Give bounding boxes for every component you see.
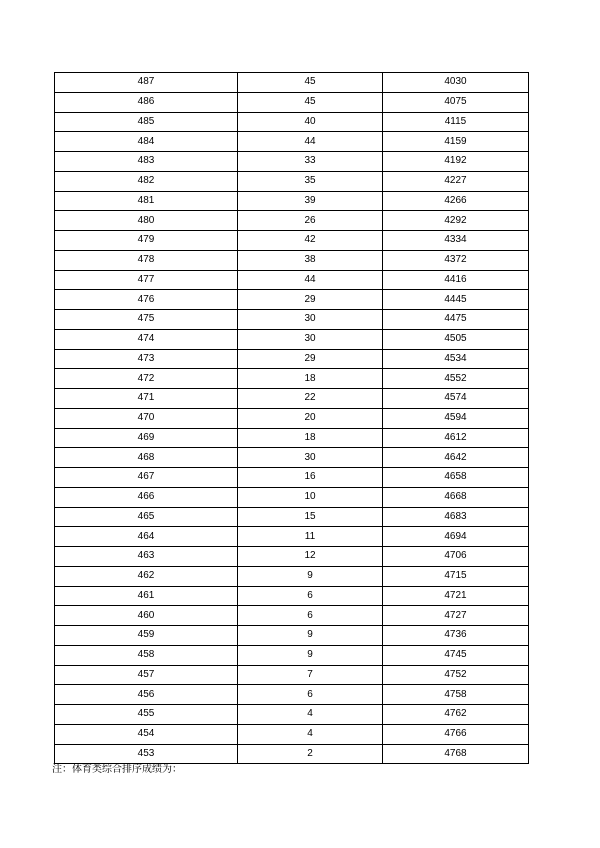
cumulative-cell: 4668 [383,487,529,507]
count-cell: 42 [238,231,383,251]
score-cell: 454 [55,724,238,744]
table-row [55,606,529,626]
cumulative-cell: 4721 [383,586,529,606]
count-cell: 22 [238,389,383,409]
cumulative-cell: 4736 [383,626,529,646]
table-row [55,645,529,665]
table-row [55,428,529,448]
score-cell: 469 [55,428,238,448]
count-cell: 20 [238,408,383,428]
table-row [55,171,529,191]
cumulative-cell: 4658 [383,468,529,488]
score-cell: 465 [55,507,238,527]
count-cell: 9 [238,626,383,646]
score-cell: 455 [55,705,238,725]
count-cell: 30 [238,310,383,330]
cumulative-cell: 4475 [383,310,529,330]
score-cell: 471 [55,389,238,409]
score-cell: 453 [55,744,238,764]
count-cell: 11 [238,527,383,547]
score-cell: 480 [55,211,238,231]
score-cell: 475 [55,310,238,330]
table-row [55,152,529,172]
score-cell: 461 [55,586,238,606]
score-cell: 463 [55,547,238,567]
cumulative-cell: 4745 [383,645,529,665]
count-cell: 9 [238,566,383,586]
count-cell: 26 [238,211,383,231]
table-row [55,744,529,764]
score-cell: 472 [55,369,238,389]
score-cell: 485 [55,112,238,132]
cumulative-cell: 4552 [383,369,529,389]
table-row [55,527,529,547]
cumulative-cell: 4694 [383,527,529,547]
count-cell: 30 [238,329,383,349]
cumulative-cell: 4030 [383,73,529,93]
table-row [55,507,529,527]
cumulative-cell: 4334 [383,231,529,251]
cumulative-cell: 4766 [383,724,529,744]
cumulative-cell: 4416 [383,270,529,290]
count-cell: 6 [238,586,383,606]
count-cell: 16 [238,468,383,488]
count-cell: 18 [238,369,383,389]
table-row [55,468,529,488]
score-cell: 478 [55,250,238,270]
score-cell: 482 [55,171,238,191]
cumulative-cell: 4727 [383,606,529,626]
score-cell: 473 [55,349,238,369]
table-row [55,73,529,93]
score-cell: 462 [55,566,238,586]
table-row [55,211,529,231]
cumulative-cell: 4372 [383,250,529,270]
count-cell: 35 [238,171,383,191]
cumulative-cell: 4227 [383,171,529,191]
score-cell: 479 [55,231,238,251]
table-row [55,626,529,646]
score-cell: 484 [55,132,238,152]
score-cell: 476 [55,290,238,310]
count-cell: 6 [238,606,383,626]
cumulative-cell: 4758 [383,685,529,705]
score-cell: 464 [55,527,238,547]
table-row [55,705,529,725]
count-cell: 4 [238,724,383,744]
cumulative-cell: 4715 [383,566,529,586]
cumulative-cell: 4075 [383,92,529,112]
count-cell: 33 [238,152,383,172]
cumulative-cell: 4642 [383,448,529,468]
cumulative-cell: 4752 [383,665,529,685]
score-cell: 474 [55,329,238,349]
score-cell: 457 [55,665,238,685]
score-cell: 470 [55,408,238,428]
count-cell: 29 [238,290,383,310]
count-cell: 39 [238,191,383,211]
cumulative-cell: 4612 [383,428,529,448]
table-row [55,191,529,211]
cumulative-cell: 4768 [383,744,529,764]
table-row [55,408,529,428]
footnote: 注：体育类综合排序成绩为： [52,764,182,775]
cumulative-cell: 4445 [383,290,529,310]
score-cell: 456 [55,685,238,705]
score-cell: 460 [55,606,238,626]
cumulative-cell: 4762 [383,705,529,725]
table-row [55,685,529,705]
count-cell: 6 [238,685,383,705]
table-row [55,724,529,744]
table-row [55,132,529,152]
count-cell: 30 [238,448,383,468]
count-cell: 45 [238,73,383,93]
score-cell: 468 [55,448,238,468]
count-cell: 9 [238,645,383,665]
table-row [55,389,529,409]
table-row [55,566,529,586]
count-cell: 44 [238,132,383,152]
cumulative-cell: 4292 [383,211,529,231]
table-row [55,487,529,507]
count-cell: 7 [238,665,383,685]
cumulative-cell: 4505 [383,329,529,349]
table-row [55,231,529,251]
count-cell: 12 [238,547,383,567]
count-cell: 4 [238,705,383,725]
score-cell: 459 [55,626,238,646]
count-cell: 29 [238,349,383,369]
table-row [55,270,529,290]
count-cell: 40 [238,112,383,132]
cumulative-cell: 4574 [383,389,529,409]
cumulative-cell: 4266 [383,191,529,211]
score-cell: 481 [55,191,238,211]
count-cell: 45 [238,92,383,112]
cumulative-cell: 4192 [383,152,529,172]
count-cell: 10 [238,487,383,507]
score-cell: 458 [55,645,238,665]
score-cell: 477 [55,270,238,290]
table-row [55,112,529,132]
cumulative-cell: 4706 [383,547,529,567]
table-row [55,349,529,369]
table-row [55,547,529,567]
count-cell: 38 [238,250,383,270]
count-cell: 44 [238,270,383,290]
score-distribution-table [54,72,529,764]
cumulative-cell: 4534 [383,349,529,369]
table-row [55,665,529,685]
score-cell: 467 [55,468,238,488]
table-row [55,329,529,349]
cumulative-cell: 4159 [383,132,529,152]
score-cell: 466 [55,487,238,507]
table-row [55,310,529,330]
score-cell: 487 [55,73,238,93]
count-cell: 2 [238,744,383,764]
table-row [55,290,529,310]
cumulative-cell: 4115 [383,112,529,132]
cumulative-cell: 4594 [383,408,529,428]
count-cell: 18 [238,428,383,448]
table-row [55,369,529,389]
cumulative-cell: 4683 [383,507,529,527]
table-row [55,250,529,270]
score-cell: 483 [55,152,238,172]
table-row [55,92,529,112]
table-body [55,73,529,764]
table-row [55,586,529,606]
table-row [55,448,529,468]
count-cell: 15 [238,507,383,527]
score-cell: 486 [55,92,238,112]
